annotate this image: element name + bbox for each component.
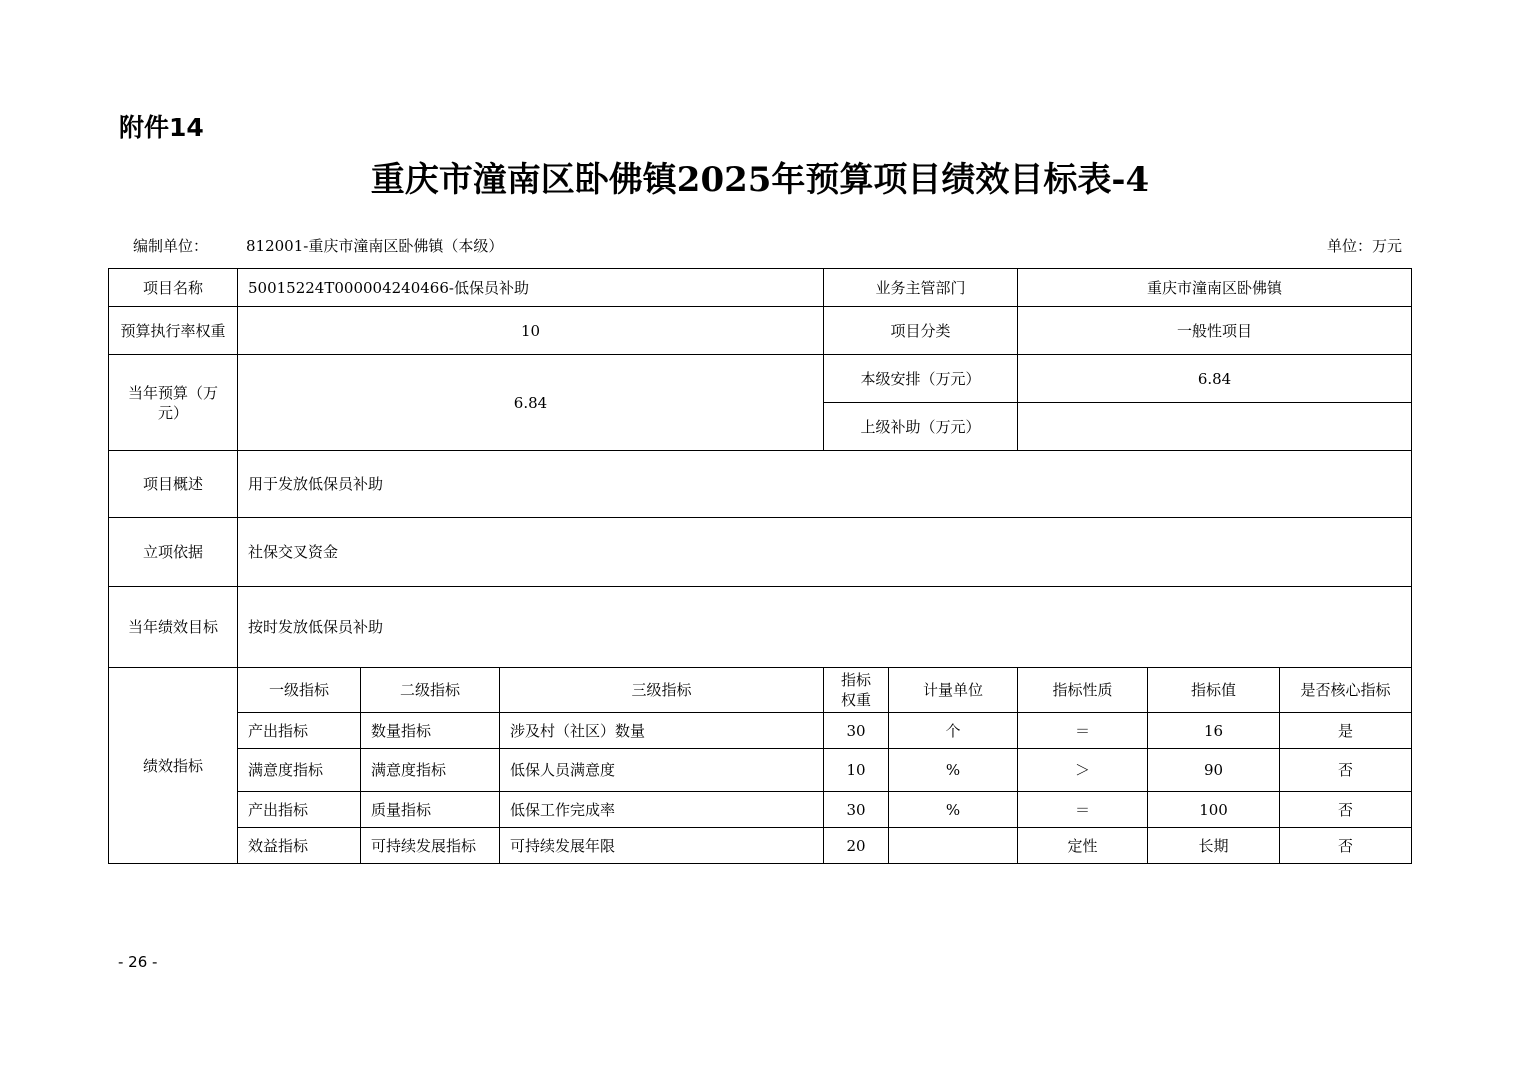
table-row [109, 792, 1412, 828]
dept-label: 业务主管部门 [824, 269, 1018, 307]
page-title: 重庆市潼南区卧佛镇2025年预算项目绩效目标表-4 [370, 160, 1150, 200]
compiler-label: 编制单位： [133, 237, 209, 255]
indicator-header-row [109, 668, 1412, 713]
cell-level2: 满意度指标 [361, 749, 500, 792]
cell-level3: 低保人员满意度 [500, 749, 824, 792]
goal-label: 当年绩效目标 [109, 587, 238, 668]
cell-level3: 涉及村（社区）数量 [500, 713, 824, 749]
cell-unit: % [889, 792, 1018, 828]
cell-nature: ＝ [1018, 713, 1148, 749]
category-label: 项目分类 [824, 307, 1018, 355]
basis-label: 立项依据 [109, 518, 238, 587]
cell-unit: 个 [889, 713, 1018, 749]
row-basis [109, 518, 1412, 587]
exec-weight-label: 预算执行率权重 [109, 307, 238, 355]
cell-level1: 效益指标 [238, 828, 361, 864]
header-level1: 一级指标 [238, 668, 361, 713]
attachment-label: 附件14 [119, 113, 204, 142]
header-level2: 二级指标 [361, 668, 500, 713]
row-goal [109, 587, 1412, 668]
project-name-value: 50015224T000004240466-低保员补助 [238, 269, 824, 307]
cell-weight: 30 [824, 792, 889, 828]
cell-level1: 产出指标 [238, 792, 361, 828]
compiler-info [133, 235, 503, 256]
cell-level3: 可持续发展年限 [500, 828, 824, 864]
basis-value: 社保交叉资金 [238, 518, 1412, 587]
overview-label: 项目概述 [109, 451, 238, 518]
cell-value: 100 [1148, 792, 1280, 828]
cell-unit: % [889, 749, 1018, 792]
row-project-name [109, 269, 1412, 307]
cell-value: 90 [1148, 749, 1280, 792]
cell-level2: 可持续发展指标 [361, 828, 500, 864]
cell-nature: 定性 [1018, 828, 1148, 864]
upper-value [1018, 403, 1412, 451]
project-name-label: 项目名称 [109, 269, 238, 307]
unit-label: 单位：万元 [1326, 237, 1402, 255]
overview-value: 用于发放低保员补助 [238, 451, 1412, 518]
cell-value: 长期 [1148, 828, 1280, 864]
table-row [109, 713, 1412, 749]
cell-level1: 满意度指标 [238, 749, 361, 792]
category-value: 一般性项目 [1018, 307, 1412, 355]
table-row [109, 828, 1412, 864]
row-overview [109, 451, 1412, 518]
indicator-section-label: 绩效指标 [109, 668, 238, 864]
upper-label: 上级补助（万元） [824, 403, 1018, 451]
budget-value: 6.84 [238, 355, 824, 451]
header-unit: 计量单位 [889, 668, 1018, 713]
local-label: 本级安排（万元） [824, 355, 1018, 403]
cell-level1: 产出指标 [238, 713, 361, 749]
cell-level2: 数量指标 [361, 713, 500, 749]
cell-weight: 30 [824, 713, 889, 749]
exec-weight-value: 10 [238, 307, 824, 355]
cell-core: 否 [1280, 792, 1412, 828]
cell-level2: 质量指标 [361, 792, 500, 828]
header-core: 是否核心指标 [1280, 668, 1412, 713]
header-weight: 指标权重 [824, 668, 889, 713]
table-row [109, 749, 1412, 792]
cell-unit [889, 828, 1018, 864]
row-budget [109, 355, 1412, 403]
cell-nature: ＞ [1018, 749, 1148, 792]
cell-core: 否 [1280, 749, 1412, 792]
cell-core: 是 [1280, 713, 1412, 749]
performance-table [108, 268, 1412, 864]
dept-value: 重庆市潼南区卧佛镇 [1018, 269, 1412, 307]
goal-value: 按时发放低保员补助 [238, 587, 1412, 668]
budget-label: 当年预算（万元） [109, 355, 238, 451]
cell-weight: 10 [824, 749, 889, 792]
row-exec-weight [109, 307, 1412, 355]
page-number: - 26 - [118, 953, 158, 971]
local-value: 6.84 [1018, 355, 1412, 403]
header-level3: 三级指标 [500, 668, 824, 713]
cell-level3: 低保工作完成率 [500, 792, 824, 828]
compiler-value: 812001-重庆市潼南区卧佛镇（本级） [246, 237, 504, 255]
cell-nature: ＝ [1018, 792, 1148, 828]
header-nature: 指标性质 [1018, 668, 1148, 713]
header-value: 指标值 [1148, 668, 1280, 713]
cell-value: 16 [1148, 713, 1280, 749]
cell-core: 否 [1280, 828, 1412, 864]
cell-weight: 20 [824, 828, 889, 864]
